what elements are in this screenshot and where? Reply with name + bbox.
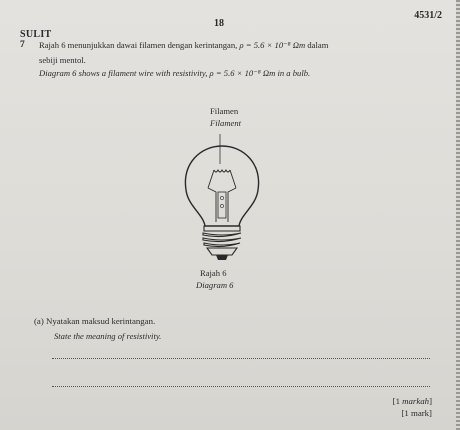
paper-code: 4531/2 xyxy=(414,10,442,21)
filament-coil xyxy=(214,170,230,172)
marks-malay-word: markah xyxy=(402,396,430,406)
marks-malay-close: ] xyxy=(429,396,432,406)
question-malay-line1 xyxy=(39,40,328,51)
stem-bead xyxy=(220,196,223,199)
question-malay-tail: dalam xyxy=(307,40,329,50)
bulb-glass-outline xyxy=(185,146,258,226)
question-english-text: Diagram 6 shows a filament wire with resistivity, xyxy=(39,68,208,78)
resistivity-formula-english: ρ = 5.6 × 10⁻⁸ Ωm xyxy=(209,68,276,78)
stem-bead xyxy=(220,204,223,207)
diagram-caption-english: Diagram 6 xyxy=(196,280,234,290)
support-wire-right xyxy=(230,170,236,188)
question-number: 7 xyxy=(20,40,25,50)
question-english-tail: in a bulb. xyxy=(277,68,311,78)
page-edge xyxy=(456,0,460,430)
bulb-contact xyxy=(216,255,228,260)
classification-label: SULIT xyxy=(20,29,52,40)
part-a-malay-text: Nyatakan maksud kerintangan. xyxy=(45,316,156,326)
part-a-marker: (a) xyxy=(34,316,44,326)
marks-malay-open: [1 xyxy=(392,396,403,406)
filament-label-malay: Filamen xyxy=(210,106,239,116)
filament-label-english: Filament xyxy=(210,118,242,128)
resistivity-formula-malay: ρ = 5.6 × 10⁻⁸ Ωm xyxy=(239,40,306,50)
question-malay-line2: sebiji mentol. xyxy=(39,55,86,65)
question-malay-text: Rajah 6 menunjukkan dawai filamen dengan kerintangan, xyxy=(39,40,238,50)
light-bulb-diagram xyxy=(170,134,280,266)
marks-english: [1 mark] xyxy=(401,408,432,418)
part-a-english-text: State the meaning of resistivity. xyxy=(54,331,162,341)
page-number: 18 xyxy=(214,18,224,29)
diagram-caption-malay: Rajah 6 xyxy=(200,268,227,278)
answer-line[interactable] xyxy=(52,358,430,359)
glass-stem xyxy=(218,192,226,218)
lead-wires xyxy=(208,188,236,222)
part-a-question xyxy=(34,316,155,326)
support-wire-left xyxy=(208,170,214,188)
question-english-line xyxy=(39,68,310,79)
answer-line[interactable] xyxy=(52,386,430,387)
bulb-screw-cap xyxy=(203,226,241,255)
marks-malay xyxy=(393,396,432,406)
